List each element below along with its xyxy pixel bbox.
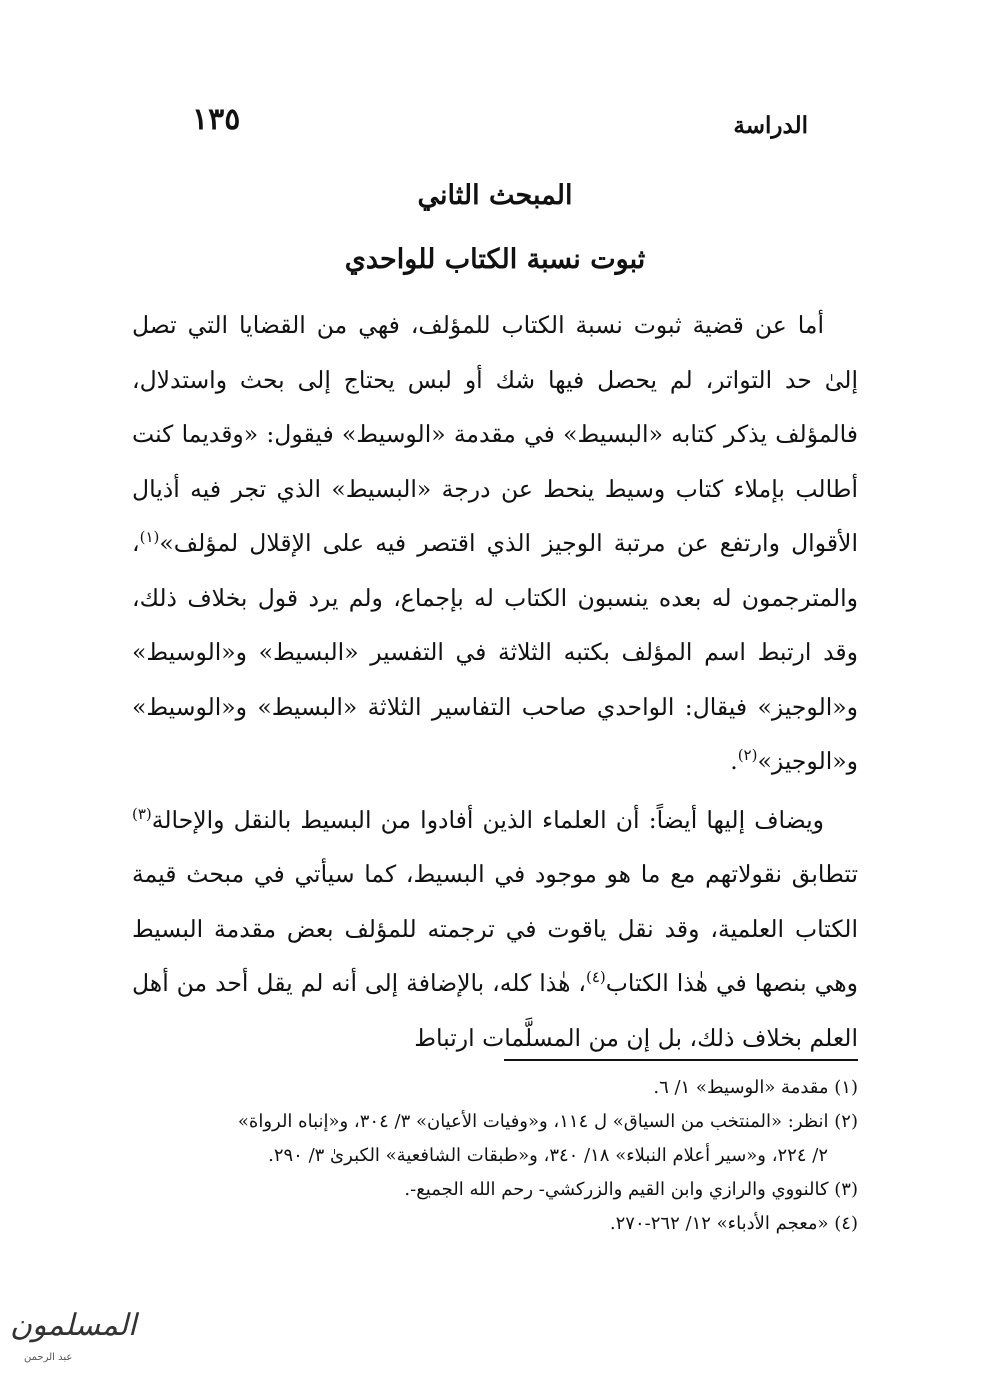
footnote-1: (١) مقدمة «الوسيط» ١/ ٦.: [653, 1077, 858, 1098]
watermark-subtext: عبد الرحمن: [24, 1352, 73, 1363]
body-text: [132, 298, 858, 1065]
paragraph-2-part-a: ويضاف إليها أيضاً: أن العلماء الذين أفادوا من البسيط بالنقل والإحالة: [151, 805, 824, 834]
page-number: ١٣٥: [192, 102, 241, 137]
footnote-ref-2[interactable]: (٢): [737, 746, 758, 765]
section-title: ثبوت نسبة الكتاب للواحدي: [344, 244, 646, 275]
watermark-logo: [4, 1290, 137, 1376]
paragraph-1: [132, 298, 858, 789]
section-heading: المبحث الثاني: [417, 180, 573, 211]
running-head-title: الدراسة: [733, 112, 808, 139]
footnote-2: (٢) انظر: «المنتخب من السياق» ل ١١٤، و«وفيات الأعيان» ٣/ ٣٠٤، و«إنباه الرواة»: [237, 1111, 858, 1132]
footnotes: [132, 1071, 858, 1241]
paragraph-1-part-a: أما عن قضية ثبوت نسبة الكتاب للمؤلف، فهي من القضايا التي تصل إلىٰ حد التواتر، لم يحصل فيها شك أو لبس يحتاج إلى بحث واستدلال، فالمؤلف يذكر كتابه «البسيط» في مقدمة «الوسيط» فيقول: «وقديما كنت أطالب بإملاء كتاب وسيط ينحط عن درجة «البسيط» الذي تجر فيه أذيال الأقوال وارتفع عن مرتبة الوجيز الذي اقتصر فيه على الإقلال لمؤلف»: [132, 311, 858, 557]
paragraph-2: [132, 793, 858, 1066]
footnote-ref-1[interactable]: (١): [139, 528, 160, 547]
footnote-ref-4[interactable]: (٤): [586, 968, 606, 987]
footnote-divider: [504, 1059, 858, 1061]
footnote-2-continued: ٢/ ٢٢٤، و«سير أعلام النبلاء» ١٨/ ٣٤٠، و«طبقات الشافعية» الكبرىٰ ٣/ ٢٩٠.: [268, 1145, 828, 1166]
paragraph-2-part-c: ، هٰذا كله، بالإضافة إلى أنه لم يقل أحد من أهل العلم بخلاف ذلك، بل إن من المسلَّمات ارتباط: [132, 969, 858, 1052]
watermark-text: المسلمون: [10, 1308, 137, 1343]
footnote-4: (٤) «معجم الأدباء» ١٢/ ٢٦٢-٢٧٠.: [609, 1213, 858, 1234]
paragraph-2-part-b: تتطابق نقولاتهم مع ما هو موجود في البسيط، كما سيأتي في مبحث قيمة الكتاب العلمية، وقد نقل ياقوت في ترجمته للمؤلف بعض مقدمة البسيط وهي بنصها في هٰذا الكتاب: [132, 860, 858, 997]
footnote-ref-3[interactable]: (٣): [132, 804, 152, 823]
footnote-3: (٣) كالنووي والرازي وابن القيم والزركشي- رحم الله الجميع-.: [404, 1179, 858, 1200]
running-head: [132, 100, 858, 144]
paragraph-1-part-b: ، والمترجمون له بعده ينسبون الكتاب له بإجماع، ولم يرد قول بخلاف ذلك، وقد ارتبط اسم المؤلف بكتبه الثلاثة في التفسير «البسيط» و«الوسيط» و«الوجيز» فيقال: الواحدي صاحب التفاسير الثلاثة «البسيط» و«الوسيط» و«الوجيز»: [132, 529, 858, 775]
paragraph-1-part-c: .: [730, 747, 738, 775]
